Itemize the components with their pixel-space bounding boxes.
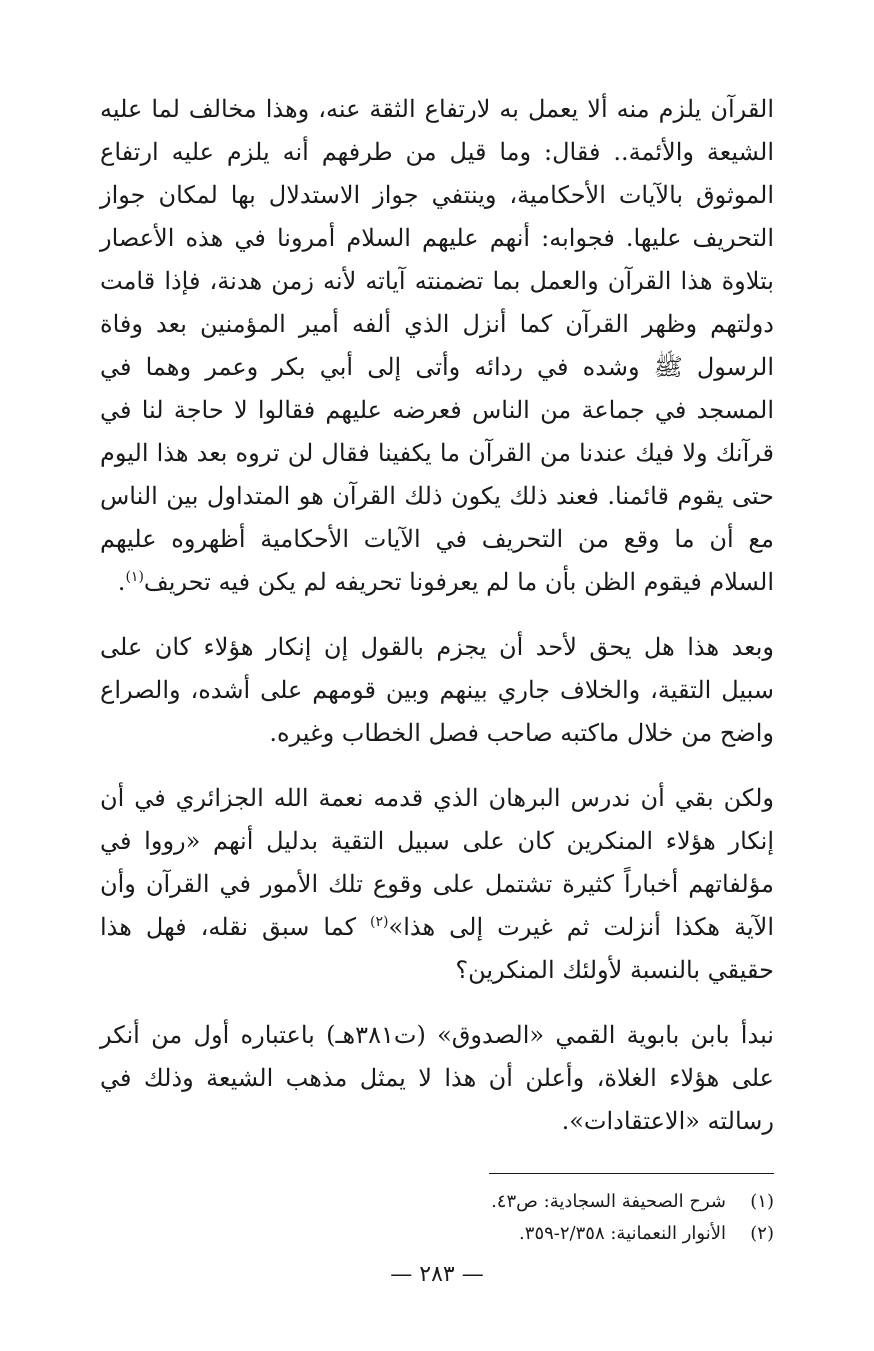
paragraph-1-tail: .	[117, 568, 126, 596]
footnote-1-text: شرح الصحيفة السجادية: ص٤٣.	[491, 1191, 726, 1212]
footnote-ref-1[interactable]: (١)	[125, 569, 144, 585]
paragraph-4	[100, 1014, 774, 1143]
footnote-2-text: الأنوار النعمانية: ٢/٣٥٨-٣٥٩.	[519, 1223, 726, 1244]
paragraph-3-text: ولكن بقي أن ندرس البرهان الذي قدمه نعمة الله الجزائري في أن إنكار هؤلاء المنكرين كان على سبيل التقية بدليل أنهم «رووا في مؤلفاتهم أخباراً كثيرة تشتمل على وقوع تلك الأمور في القرآن وأن الآية هكذا أنزلت ثم غيرت إلى هذا»	[100, 784, 774, 941]
page-body	[100, 88, 774, 1165]
paragraph-1-text: القرآن يلزم منه ألا يعمل به لارتفاع الثقة عنه، وهذا مخالف لما عليه الشيعة والأئمة.. فقال: وما قيل من طرفهم أنه يلزم عليه ارتفاع الموثوق بالآيات الأحكامية، وينتفي جواز الاستدلال بها لمكان جواز التحريف عليها. فجوابه: أنهم عليهم السلام أمرونا في هذه الأعصار بتلاوة هذا القرآن والعمل بما تضمنته آياته لأنه زمن هدنة، فإذا قامت دولتهم وظهر القرآن كما أنزل الذي ألفه أمير المؤمنين بعد وفاة الرسول ﷺ وشده في ردائه وأتى إلى أبي بكر وعمر وهما في المسجد في جماعة من الناس فعرضه عليهم فقالوا لا حاجة لنا في قرآنك ولا فيك عندنا من القرآن ما يكفينا فقال لن تروه بعد هذا اليوم حتى يقوم قائمنا. فعند ذلك يكون ذلك القرآن هو المتداول بين الناس مع أن ما وقع من التحريف في الآيات الأحكامية أظهروه عليهم السلام فيقوم الظن بأن ما لم يعرفونا تحريفه لم يكن فيه تحريف	[100, 95, 775, 596]
footnote-2-number: (٢)	[750, 1223, 774, 1244]
footnote-divider	[489, 1173, 774, 1174]
footnote-2	[100, 1218, 774, 1250]
footnote-1	[100, 1186, 774, 1218]
page-number: — ٢٨٣ —	[390, 1262, 484, 1287]
paragraph-3	[100, 777, 774, 992]
paragraph-2	[100, 626, 774, 755]
footnotes	[100, 1186, 774, 1250]
paragraph-3-tail: كما سبق نقله، فهل هذا حقيقي بالنسبة لأولئك المنكرين؟	[100, 913, 774, 984]
paragraph-2-text: وبعد هذا هل يحق لأحد أن يجزم بالقول إن إنكار هؤلاء كان على سبيل التقية، والخلاف جاري بينهم وبين قومهم على أشده، والصراع واضح من خلال ماكتبه صاحب فصل الخطاب وغيره.	[100, 633, 774, 747]
footnote-1-number: (١)	[750, 1191, 774, 1212]
footnote-ref-2[interactable]: (٢)	[370, 914, 389, 930]
paragraph-1	[100, 88, 774, 604]
paragraph-4-text: نبدأ بابن بابوية القمي «الصدوق» (ت٣٨١هـ) باعتباره أول من أنكر على هؤلاء الغلاة، وأعلن أن هذا لا يمثل مذهب الشيعة وذلك في رسالته «الاعتقادات».	[100, 1021, 774, 1135]
